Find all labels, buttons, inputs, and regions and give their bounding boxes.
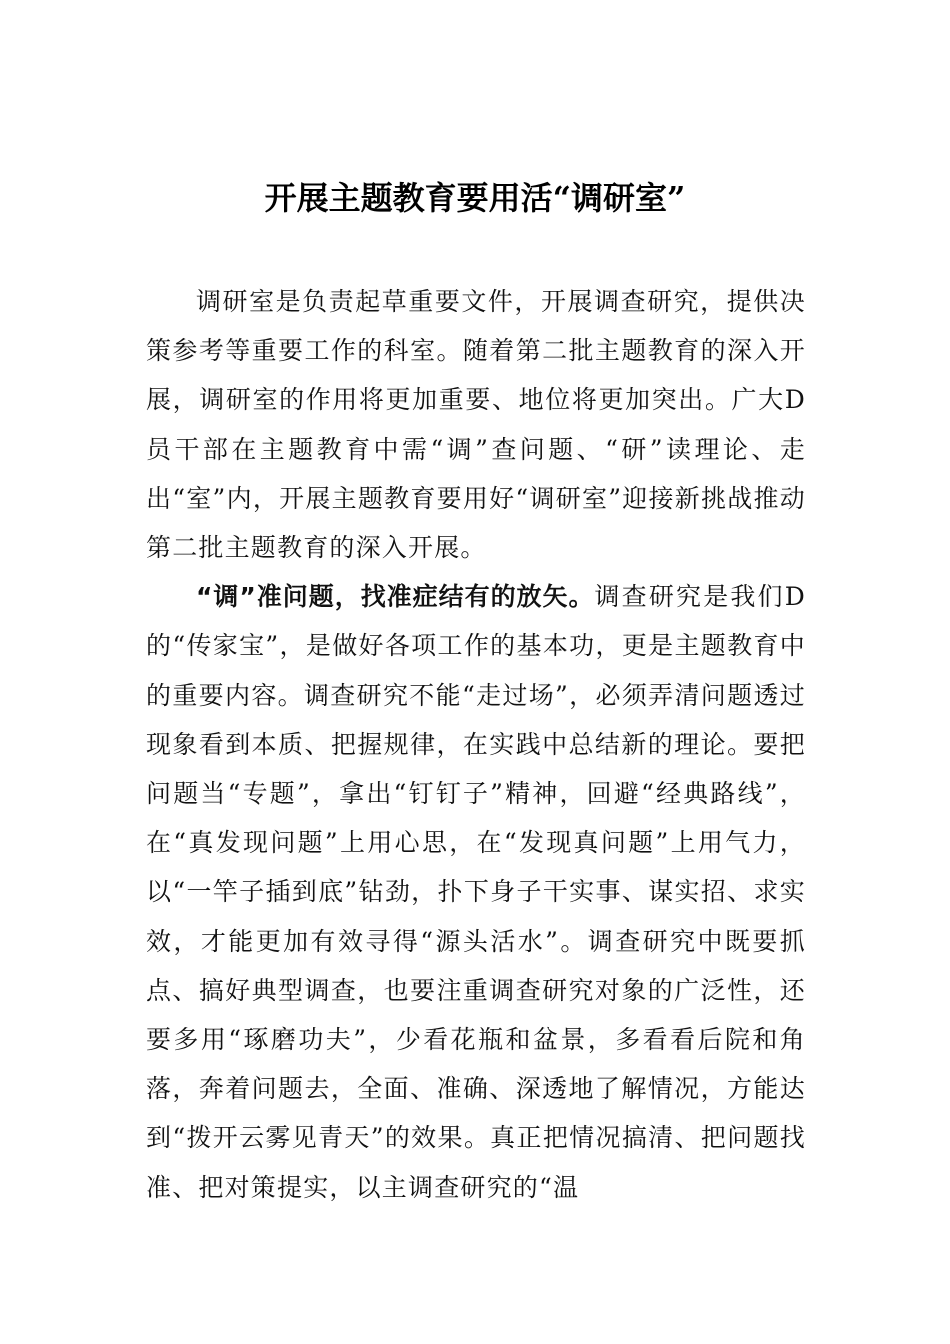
- document-title: 开展主题教育要用活“调研室”: [264, 179, 686, 217]
- paragraph-text: 调查研究是我们D的“传家宝”，是做好各项工作的基本功，更是主题教育中的重要内容。调查研究不能“走过场”，必须弄清问题透过现象看到本质、把握规律，在实践中总结新的理论。要把问题当“专题”，拿出“钉钉子”精神，回避“经典路线”，在“真发现问题”上用心思，在“发现真问题”上用气力，以“一竿子插到底”钻劲，扑下身子干实事、谋实招、求实效，才能更加有效寻得“源头活水”。调查研究中既要抓点、搞好典型调查，也要注重调查研究对象的广泛性，还要多用“琢磨功夫”，少看花瓶和盆景，多看看后院和角落，奔着问题去，全面、准确、深透地了解情况，方能达到“拨开云雾见青天”的效果。真正把情况搞清、把问题找准、把对策提实，以主调查研究的“温: [146, 582, 806, 1202]
- paragraph-diaoyan: [146, 572, 806, 1212]
- paragraph-lead: “调”准问题，找准症结有的放矢。: [196, 582, 595, 612]
- paragraph-text: 调研室是负责起草重要文件，开展调查研究，提供决策参考等重要工作的科室。随着第二批主题教育的深入开展，调研室的作用将更加重要、地位将更加突出。广大D员干部在主题教育中需“调”查问题、“研”读理论、走出“室”内，开展主题教育要用好“调研室”迎接新挑战推动第二批主题教育的深入开展。: [146, 287, 806, 563]
- paragraph-intro: [146, 277, 806, 572]
- document-body: [146, 277, 806, 1212]
